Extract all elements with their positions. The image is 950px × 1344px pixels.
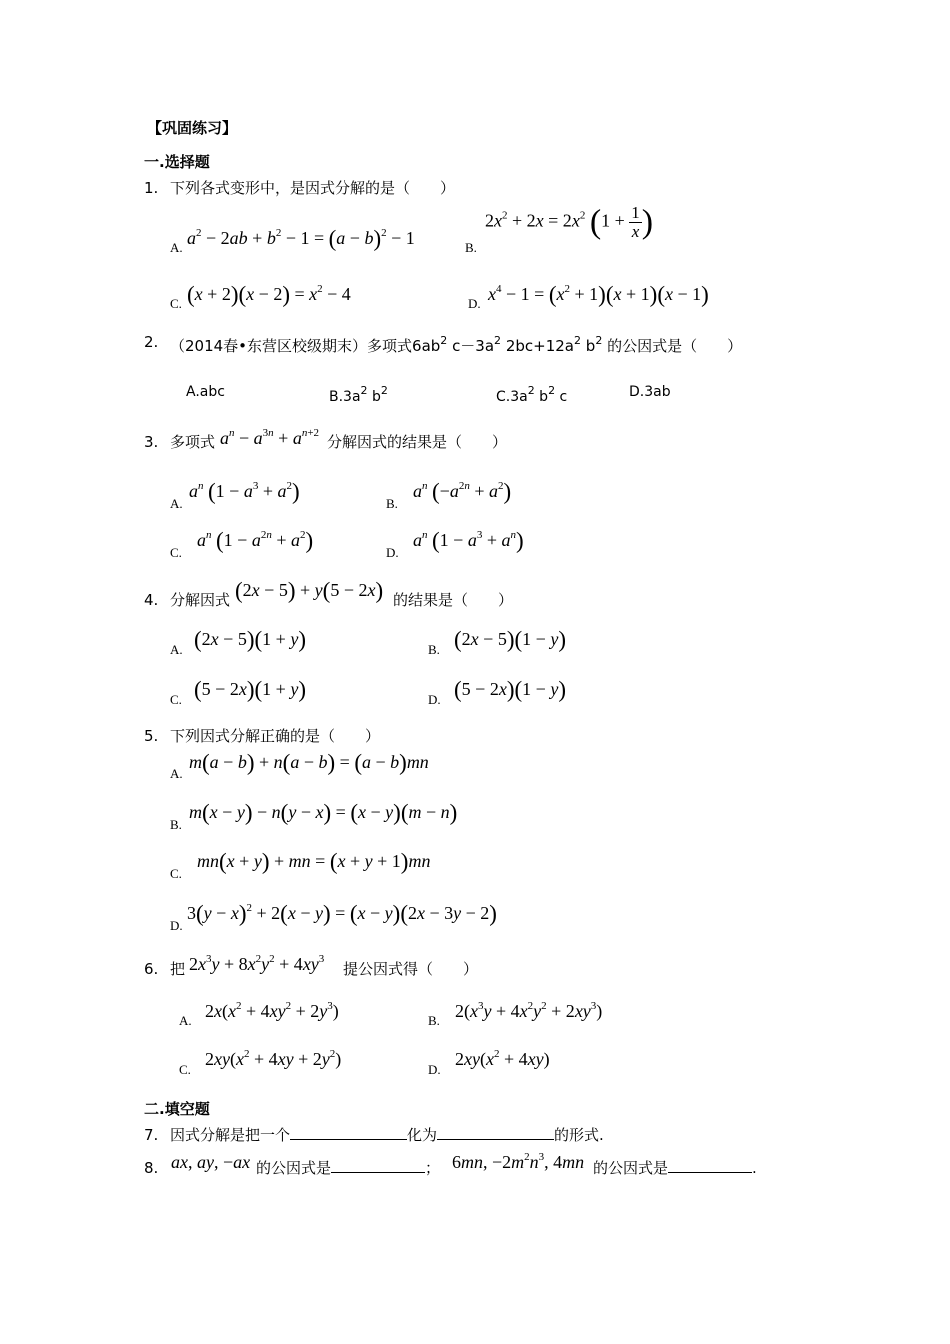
q5-number: 5.: [144, 727, 159, 745]
q8-end: .: [752, 1159, 757, 1177]
section-title: 【巩固练习】: [147, 119, 238, 137]
q2-option-b-exp2: 2: [380, 384, 388, 397]
q5-option-b-expr: m(x − y) − n(y − x) = (x − y)(m − n): [189, 800, 458, 825]
q2-exponent-3: 2: [574, 334, 581, 347]
q2-exponent-4: 2: [595, 334, 603, 347]
q4-option-d-expr: (5 − 2x)(1 − y): [454, 677, 566, 702]
q6-option-a-expr: $2x(x^2 + 4xy^2 + 2y^3)$: [205, 1000, 339, 1021]
q2-exponent-2: 2: [494, 334, 502, 347]
q2-option-c-exp2: 2: [548, 384, 556, 397]
q5-option-c-expr: mn(x + y) + mn = (x + y + 1)mn: [197, 849, 431, 874]
q3-label-a: A.: [170, 496, 183, 511]
q4-option-a-expr: (2x − 5)(1 + y): [194, 627, 306, 652]
q6-option-d-expr: $2xy(x^2 + 4xy)$: [455, 1048, 550, 1069]
part2-title: 二.填空题: [144, 1100, 210, 1118]
q4-option-b-expr: (2x − 5)(1 − y): [454, 627, 566, 652]
q2-option-c: [496, 385, 567, 404]
q3-label-d: D.: [386, 545, 399, 560]
q2-stem-part-2: c－3a: [452, 337, 495, 355]
q1-option-d-expr: $x^4 - 1 = (x^2 + 1)(x + 1)(x - 1)$: [488, 282, 709, 307]
q4-stem-expr: (2x − 5) + y(5 − 2x): [235, 578, 384, 603]
q6-label-b: B.: [428, 1013, 440, 1028]
q6-label-d: D.: [428, 1062, 441, 1077]
q8-part-1: 的公因式是: [256, 1159, 332, 1177]
q6-label-a: A.: [179, 1013, 192, 1028]
q3-stem-expr: $a^n - a^{3n} + a^{n+2}$: [220, 427, 320, 448]
q2-option-a: A.abc: [186, 384, 225, 400]
q5-option-d-expr: $3(y - x)^2 + 2(x - y) = (x - y)(2x - 3y - 2)$: [187, 901, 497, 926]
q8-number: 8.: [144, 1159, 159, 1177]
q8-part-2: 的公因式是: [593, 1159, 669, 1177]
q3-label-c: C.: [170, 545, 182, 560]
q1-label-c: C.: [170, 296, 182, 311]
q7-part-3: 的形式.: [554, 1126, 604, 1144]
q8-blank-2[interactable]: [668, 1172, 752, 1173]
q2-number: 2.: [144, 333, 159, 351]
q6-option-b-expr: $2(x^3y + 4x^2y^2 + 2xy^3)$: [455, 1000, 603, 1021]
q7-blank-1[interactable]: [290, 1139, 407, 1140]
q4-stem-post: 的结果是（ ）: [393, 591, 514, 609]
q7-text: [170, 1128, 604, 1143]
q5-label-c: C.: [170, 866, 182, 881]
q2-option-c-c: c: [559, 389, 568, 405]
q7-number: 7.: [144, 1126, 159, 1144]
q6-stem-expr: $2x^3y + 8x^2y^2 + 4xy^3$: [189, 953, 325, 974]
q1-option-a-expr: $a^2 - 2ab + b^2 - 1 = (a - b)^2 - 1$: [187, 226, 415, 251]
q1-number: 1.: [144, 179, 159, 197]
q2-option-d: D.3ab: [629, 384, 671, 400]
q4-number: 4.: [144, 591, 159, 609]
q4-option-c-expr: (5 − 2x)(1 + y): [194, 677, 306, 702]
q8-blank-1[interactable]: [331, 1172, 425, 1173]
q2-stem: [170, 335, 742, 354]
q5-label-b: B.: [170, 817, 182, 832]
q4-stem-pre: 分解因式: [170, 591, 231, 609]
q8-text-2: [593, 1161, 757, 1176]
q4-label-b: B.: [428, 642, 440, 657]
q3-option-b-expr: $a^n$ $(-a^{2n} + a^2)$: [413, 479, 512, 504]
q8-expr-2: 6mn, $-2m^2n^3$, 4mn: [452, 1151, 585, 1172]
q3-option-c-expr: $a^n$ $(1 - a^{2n} + a^2)$: [197, 528, 314, 553]
q2-option-c-exp1: 2: [527, 384, 535, 397]
q3-option-d-expr: $a^n$ $(1 - a^3 + a^n)$: [413, 528, 524, 553]
q1-stem: 下列各式变形中，是因式分解的是（ ）: [170, 179, 456, 197]
q3-number: 3.: [144, 433, 159, 451]
q1-option-b-expr: $2x^2 + 2x = 2x^2$ (1 + $\frac{1}{x}$ ): [485, 203, 654, 241]
q1-label-a: A.: [170, 240, 183, 255]
q6-stem-pre: 把: [170, 960, 186, 978]
q7-part-1: 因式分解是把一个: [170, 1126, 291, 1144]
q4-label-c: C.: [170, 692, 182, 707]
q5-option-a-expr: m(a − b) + n(a − b) = (a − b)mn: [189, 750, 429, 775]
q2-stem-b: b: [585, 337, 596, 355]
q2-option-b-b: b: [372, 389, 381, 405]
q5-stem: 下列因式分解正确的是（ ）: [170, 727, 381, 745]
q1-option-c-expr: $(x + 2)(x - 2) = x^2 - 4$: [187, 282, 351, 307]
q2-stem-part-1: （2014春•东营区校级期末）多项式6ab: [170, 337, 441, 355]
q2-stem-part-4: 的公因式是（ ）: [607, 337, 743, 355]
q8-expr-1: ax, ay, −ax: [171, 1152, 251, 1172]
q2-option-b-exp1: 2: [360, 384, 368, 397]
q5-label-a: A.: [170, 766, 183, 781]
q2-option-c-text: C.3a: [496, 389, 528, 405]
q2-stem-part-3: 2bc+12a: [505, 337, 574, 355]
q5-label-d: D.: [170, 918, 183, 933]
q6-stem-post: 提公因式得（ ）: [343, 960, 479, 978]
q4-label-a: A.: [170, 642, 183, 657]
q7-part-2: 化为: [407, 1126, 438, 1144]
part1-title: 一.选择题: [144, 153, 210, 171]
q8-separator: ；: [425, 1159, 441, 1177]
q2-option-b-text: B.3a: [329, 389, 361, 405]
q2-option-c-b: b: [539, 389, 549, 405]
q3-stem-pre: 多项式: [170, 433, 216, 451]
q3-stem-post: 分解因式的结果是（ ）: [327, 433, 508, 451]
q1-label-b: B.: [465, 240, 477, 255]
q6-label-c: C.: [179, 1062, 191, 1077]
q1-label-d: D.: [468, 296, 481, 311]
q2-exponent-1: 2: [440, 334, 448, 347]
q2-option-b: [329, 385, 388, 404]
q7-blank-2[interactable]: [437, 1139, 554, 1140]
q6-number: 6.: [144, 960, 159, 978]
q3-option-a-expr: $a^n$ $(1 - a^3 + a^2)$: [189, 479, 300, 504]
q8-text-1: [256, 1161, 440, 1176]
q6-option-c-expr: $2xy(x^2 + 4xy + 2y^2)$: [205, 1048, 342, 1069]
q4-label-d: D.: [428, 692, 441, 707]
q3-label-b: B.: [386, 496, 398, 511]
